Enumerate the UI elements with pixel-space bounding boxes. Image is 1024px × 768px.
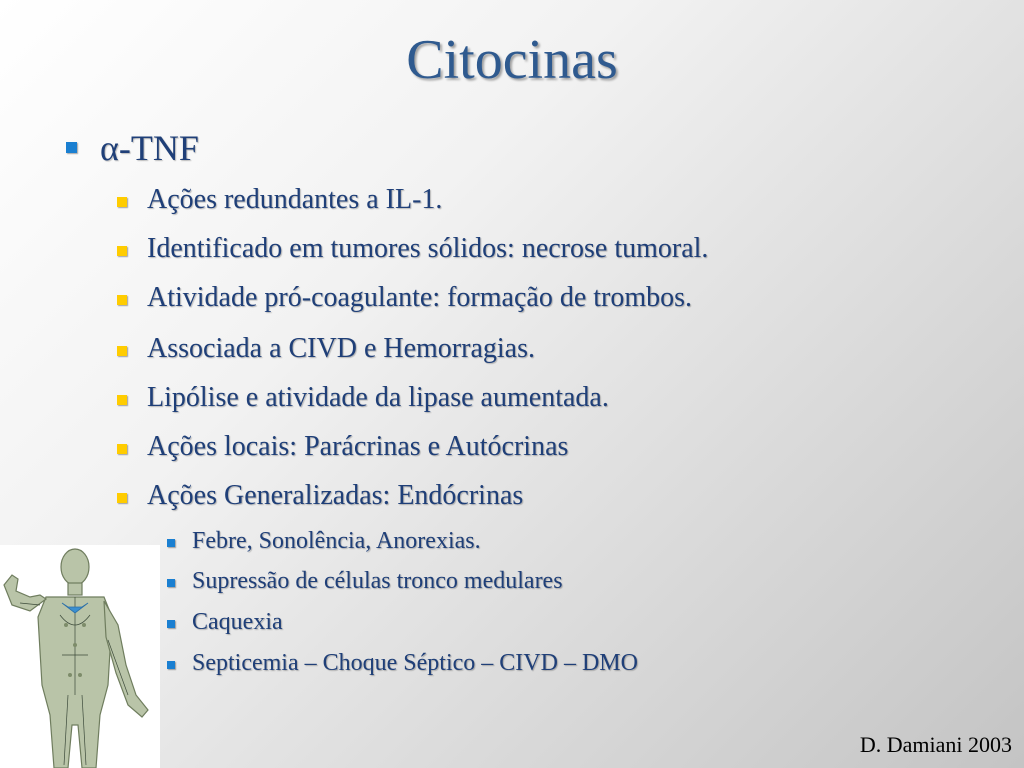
square-bullet-icon	[167, 579, 175, 587]
sub-bullet-point	[192, 650, 638, 677]
bullet-point	[147, 333, 535, 365]
square-bullet-icon	[117, 493, 127, 503]
square-bullet-icon	[117, 346, 127, 356]
square-bullet-icon	[117, 295, 127, 305]
sub-bullet-text: Supressão de células tronco medulares	[192, 568, 563, 594]
bullet-point	[147, 431, 568, 463]
sub-bullet-text: Septicemia – Choque Séptico – CIVD – DMO	[192, 650, 638, 676]
sub-bullet-point	[192, 609, 283, 636]
sub-bullet-point	[192, 528, 481, 555]
bullet-text: Ações redundantes a IL-1.	[147, 184, 443, 215]
bullet-alpha-tnf	[100, 127, 199, 169]
bullet-text: Atividade pró-coagulante: formação de trombos.	[147, 282, 693, 313]
sub-bullet-text: Febre, Sonolência, Anorexias.	[192, 528, 481, 554]
bullet-point	[147, 282, 692, 314]
bullet-text: α-TNF	[100, 128, 199, 168]
sub-bullet-text: Caquexia	[192, 609, 283, 635]
bullet-text: Ações Generalizadas: Endócrinas	[147, 480, 524, 511]
square-bullet-icon	[66, 142, 77, 153]
bullet-text: Ações locais: Parácrinas e Autócrinas	[147, 431, 569, 462]
square-bullet-icon	[117, 444, 127, 454]
human-anatomy-figure-icon	[0, 545, 160, 768]
bullet-point	[147, 184, 442, 216]
bullet-text: Identificado em tumores sólidos: necrose tumoral.	[147, 233, 709, 264]
square-bullet-icon	[117, 197, 127, 207]
bullet-point	[147, 233, 708, 265]
bullet-point	[147, 480, 523, 512]
square-bullet-icon	[167, 620, 175, 628]
sub-bullet-point	[192, 568, 563, 595]
square-bullet-icon	[117, 395, 127, 405]
square-bullet-icon	[167, 539, 175, 547]
bullet-text: Associada a CIVD e Hemorragias.	[147, 333, 535, 364]
bullet-text: Lipólise e atividade da lipase aumentada.	[147, 382, 609, 413]
bullet-point	[147, 382, 609, 414]
square-bullet-icon	[167, 661, 175, 669]
slide-title: Citocinas	[406, 29, 618, 91]
square-bullet-icon	[117, 246, 127, 256]
author-credit: D. Damiani 2003	[859, 732, 1012, 757]
